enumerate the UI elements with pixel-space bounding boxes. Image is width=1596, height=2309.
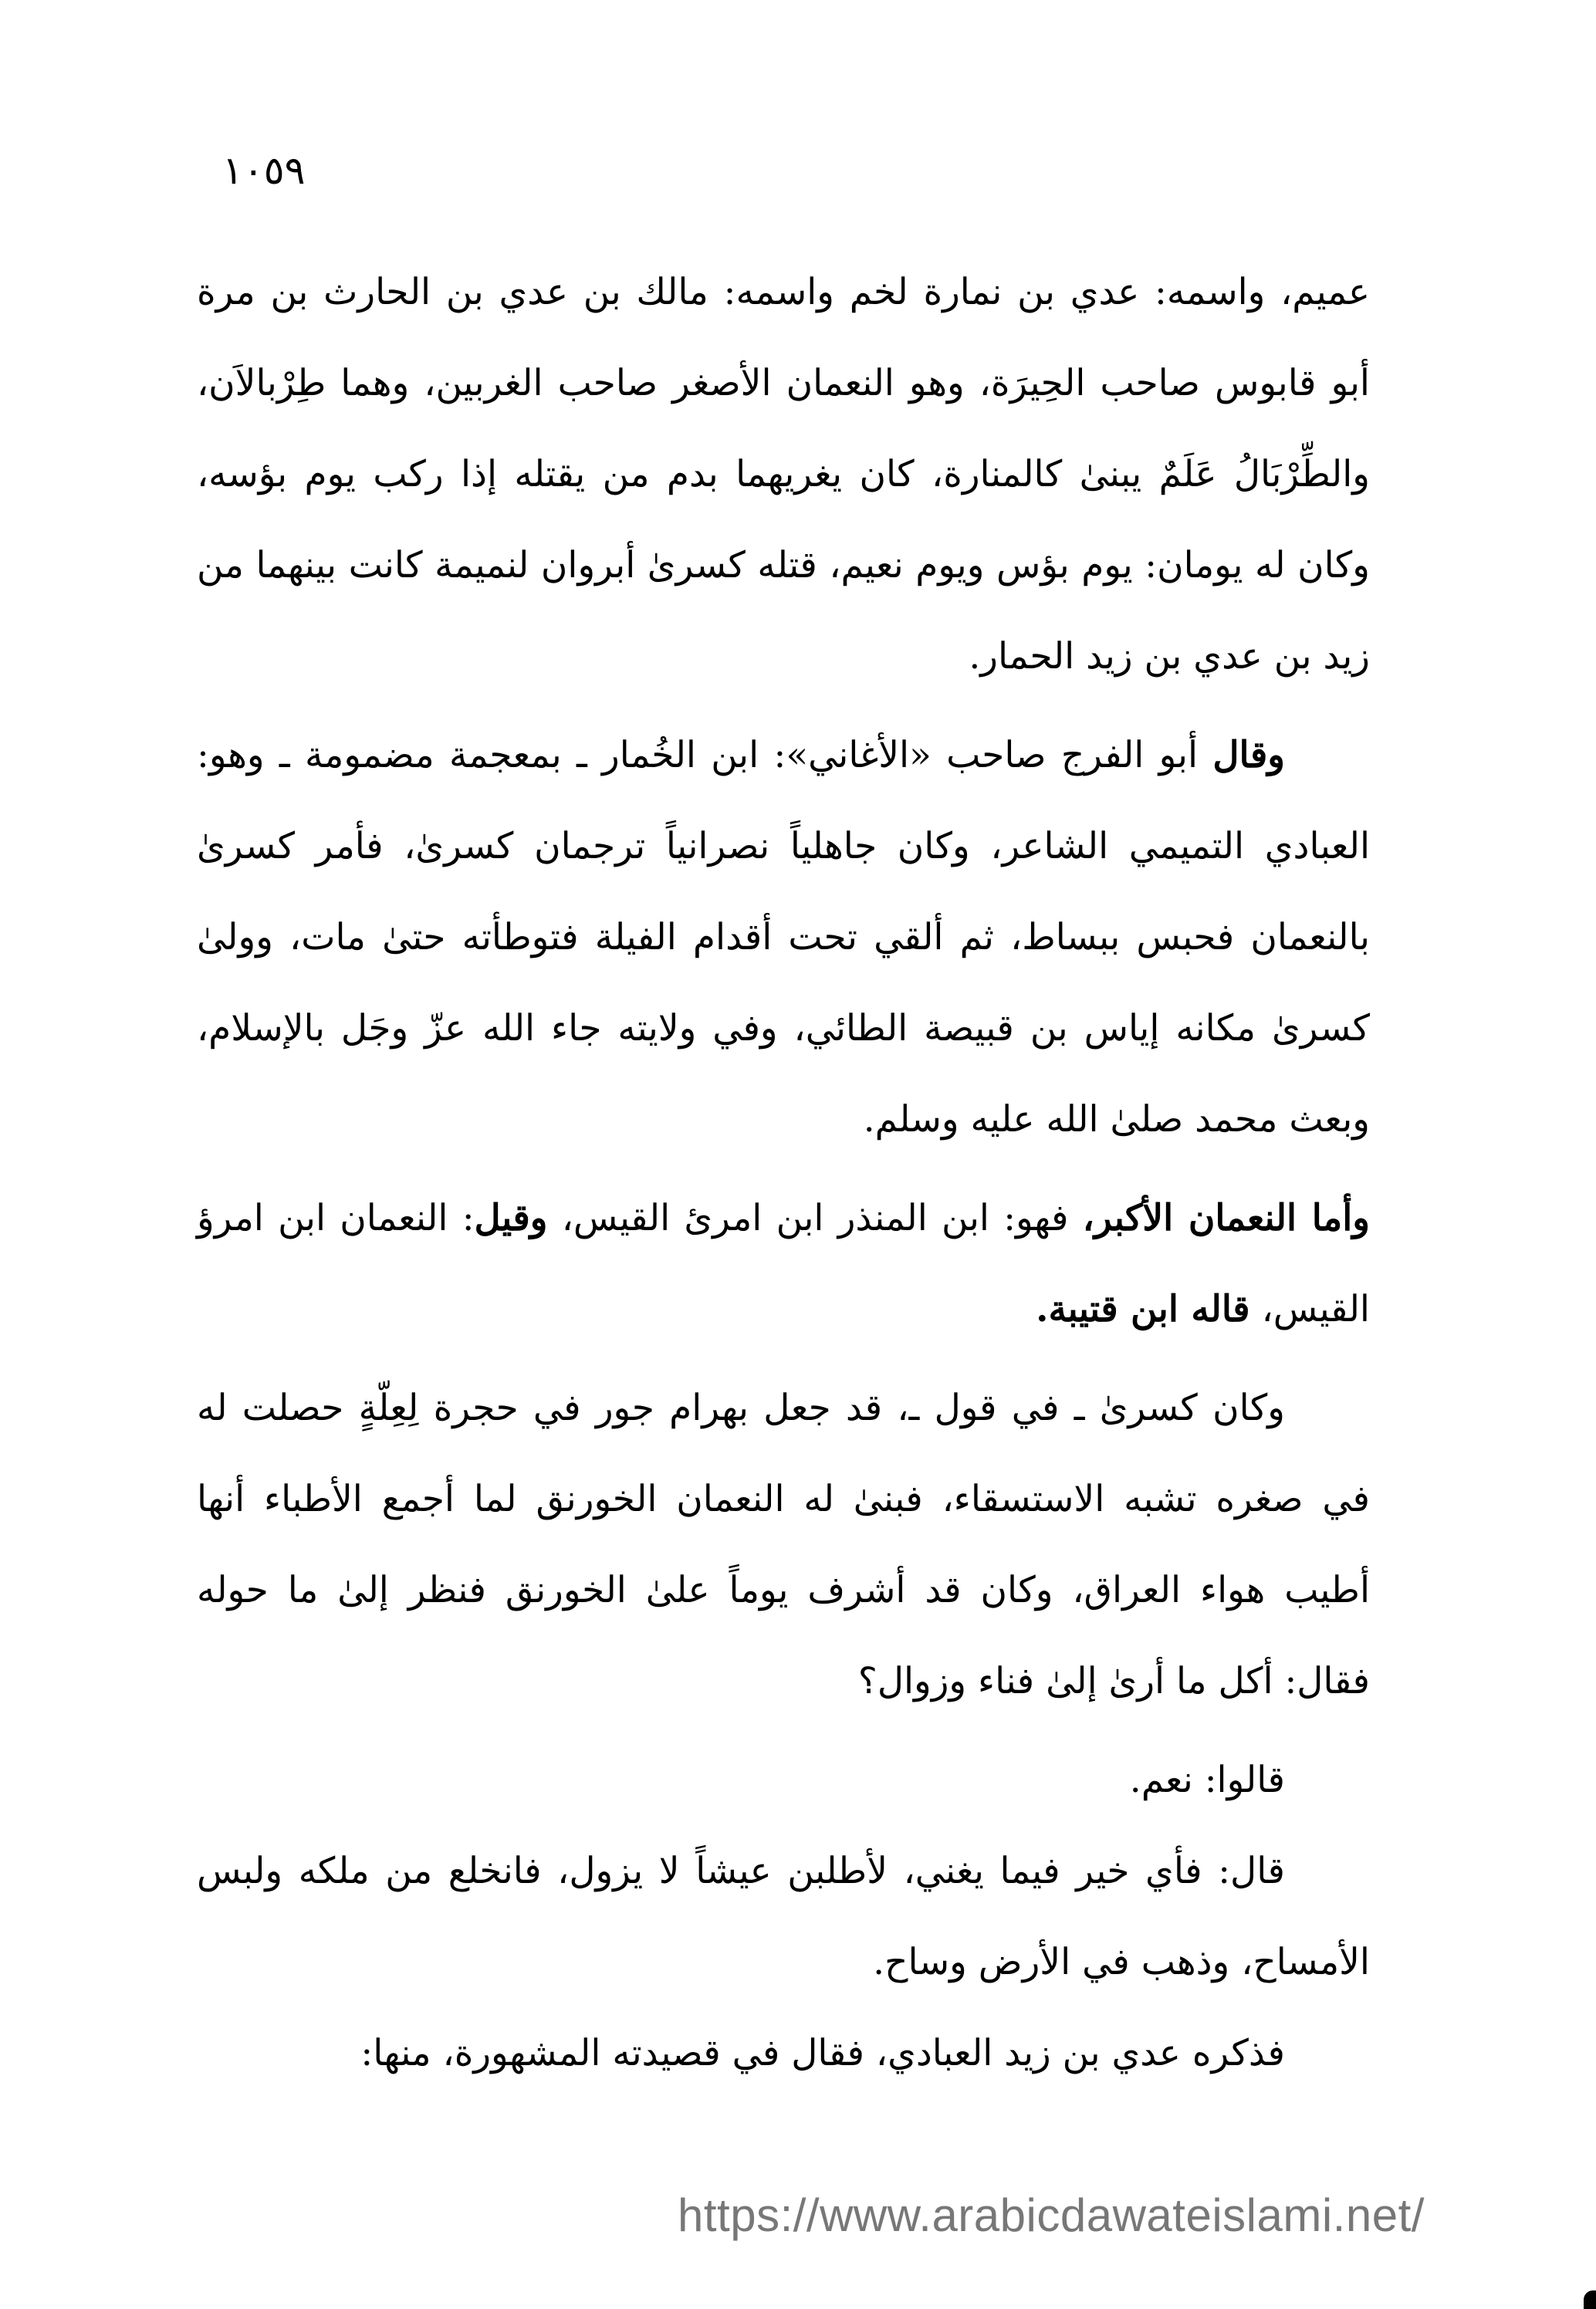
paragraph-3-alt-marker: وقيل (474, 1197, 548, 1239)
body-text (197, 247, 1370, 2099)
paragraph-6-text: قال: فأي خير فيما يغني، لأطلبن عيشاً لا يزول، فانخلع من ملكه ولبس الأمساح، وذهب في الأرض وساح. (197, 1850, 1370, 1983)
paragraph-3 (197, 1173, 1370, 1355)
source-url-watermark: https://www.arabicdawateislami.net/ (678, 2189, 1425, 2241)
paragraph-7-text: فذكره عدي بن زيد العبادي، فقال في قصيدته المشهورة، منها: (360, 2032, 1285, 2074)
page-number: ١٠٥٩ (222, 148, 306, 193)
paragraph-7 (197, 2008, 1370, 2099)
paragraph-1 (197, 247, 1370, 702)
page-corner-mark (1584, 2290, 1596, 2309)
paragraph-2-lead-word: وقال (1212, 734, 1285, 776)
paragraph-5-text: قالوا: نعم. (1129, 1759, 1285, 1801)
paragraph-3-alt-text: : النعمان ابن امرؤ القيس، (197, 1197, 1370, 1330)
paragraph-1-text: عميم، واسمه: عدي بن نمارة لخم واسمه: مالك بن عدي بن الحارث بن مرة أبو قابوس صاحب الحِيرَة، وهو النعمان الأصغر صاحب الغربين، وهما طِرْبالاَن، والطِّرْبَالُ عَلَمٌ يبنىٰ كالمنارة، كان يغريهما بدم من يقتله إذا ركب يوم بؤسه، وكان له يومان: يوم بؤس ويوم نعيم، قتله كسرىٰ أبروان لنميمة كانت بينهما من زيد بن عدي بن زيد الحمار. (197, 271, 1370, 678)
paragraph-4 (197, 1363, 1370, 1727)
paragraph-6 (197, 1826, 1370, 2008)
paragraph-3-heading: وأما النعمان الأكبر، (1082, 1197, 1370, 1239)
paragraph-2-text: أبو الفرج صاحب «الأغاني»: ابن الخُمار ـ بمعجمة مضمومة ـ وهو: العبادي التميمي الشاعر، وكان جاهلياً نصرانياً ترجمان كسرىٰ، فأمر كسرىٰ بالنعمان فحبس ببساط، ثم ألقي تحت أقدام الفيلة فتوطأته حتىٰ مات، وولىٰ كسرىٰ مكانه إياس بن قبيصة الطائي، وفي ولايته جاء الله عزّ وجَل بالإسلام، وبعث محمد صلىٰ الله عليه وسلم. (197, 734, 1370, 1141)
paragraph-3-text: فهو: ابن المنذر ابن امرئ القيس، (547, 1197, 1083, 1239)
paragraph-2 (197, 710, 1370, 1165)
paragraph-5 (197, 1735, 1370, 1826)
paragraph-3-source: قاله ابن قتيبة. (1036, 1288, 1250, 1330)
paragraph-4-text: وكان كسرىٰ ـ في قول ـ، قد جعل بهرام جور في حجرة لِعِلّةٍ حصلت له في صغره تشبه الاستسقاء، فبنىٰ له النعمان الخورنق لما أجمع الأطباء أنها أطيب هواء العراق، وكان قد أشرف يوماً علىٰ الخورنق فنظر إلىٰ ما حوله فقال: أكل ما أرىٰ إلىٰ فناء وزوال؟ (197, 1387, 1370, 1702)
